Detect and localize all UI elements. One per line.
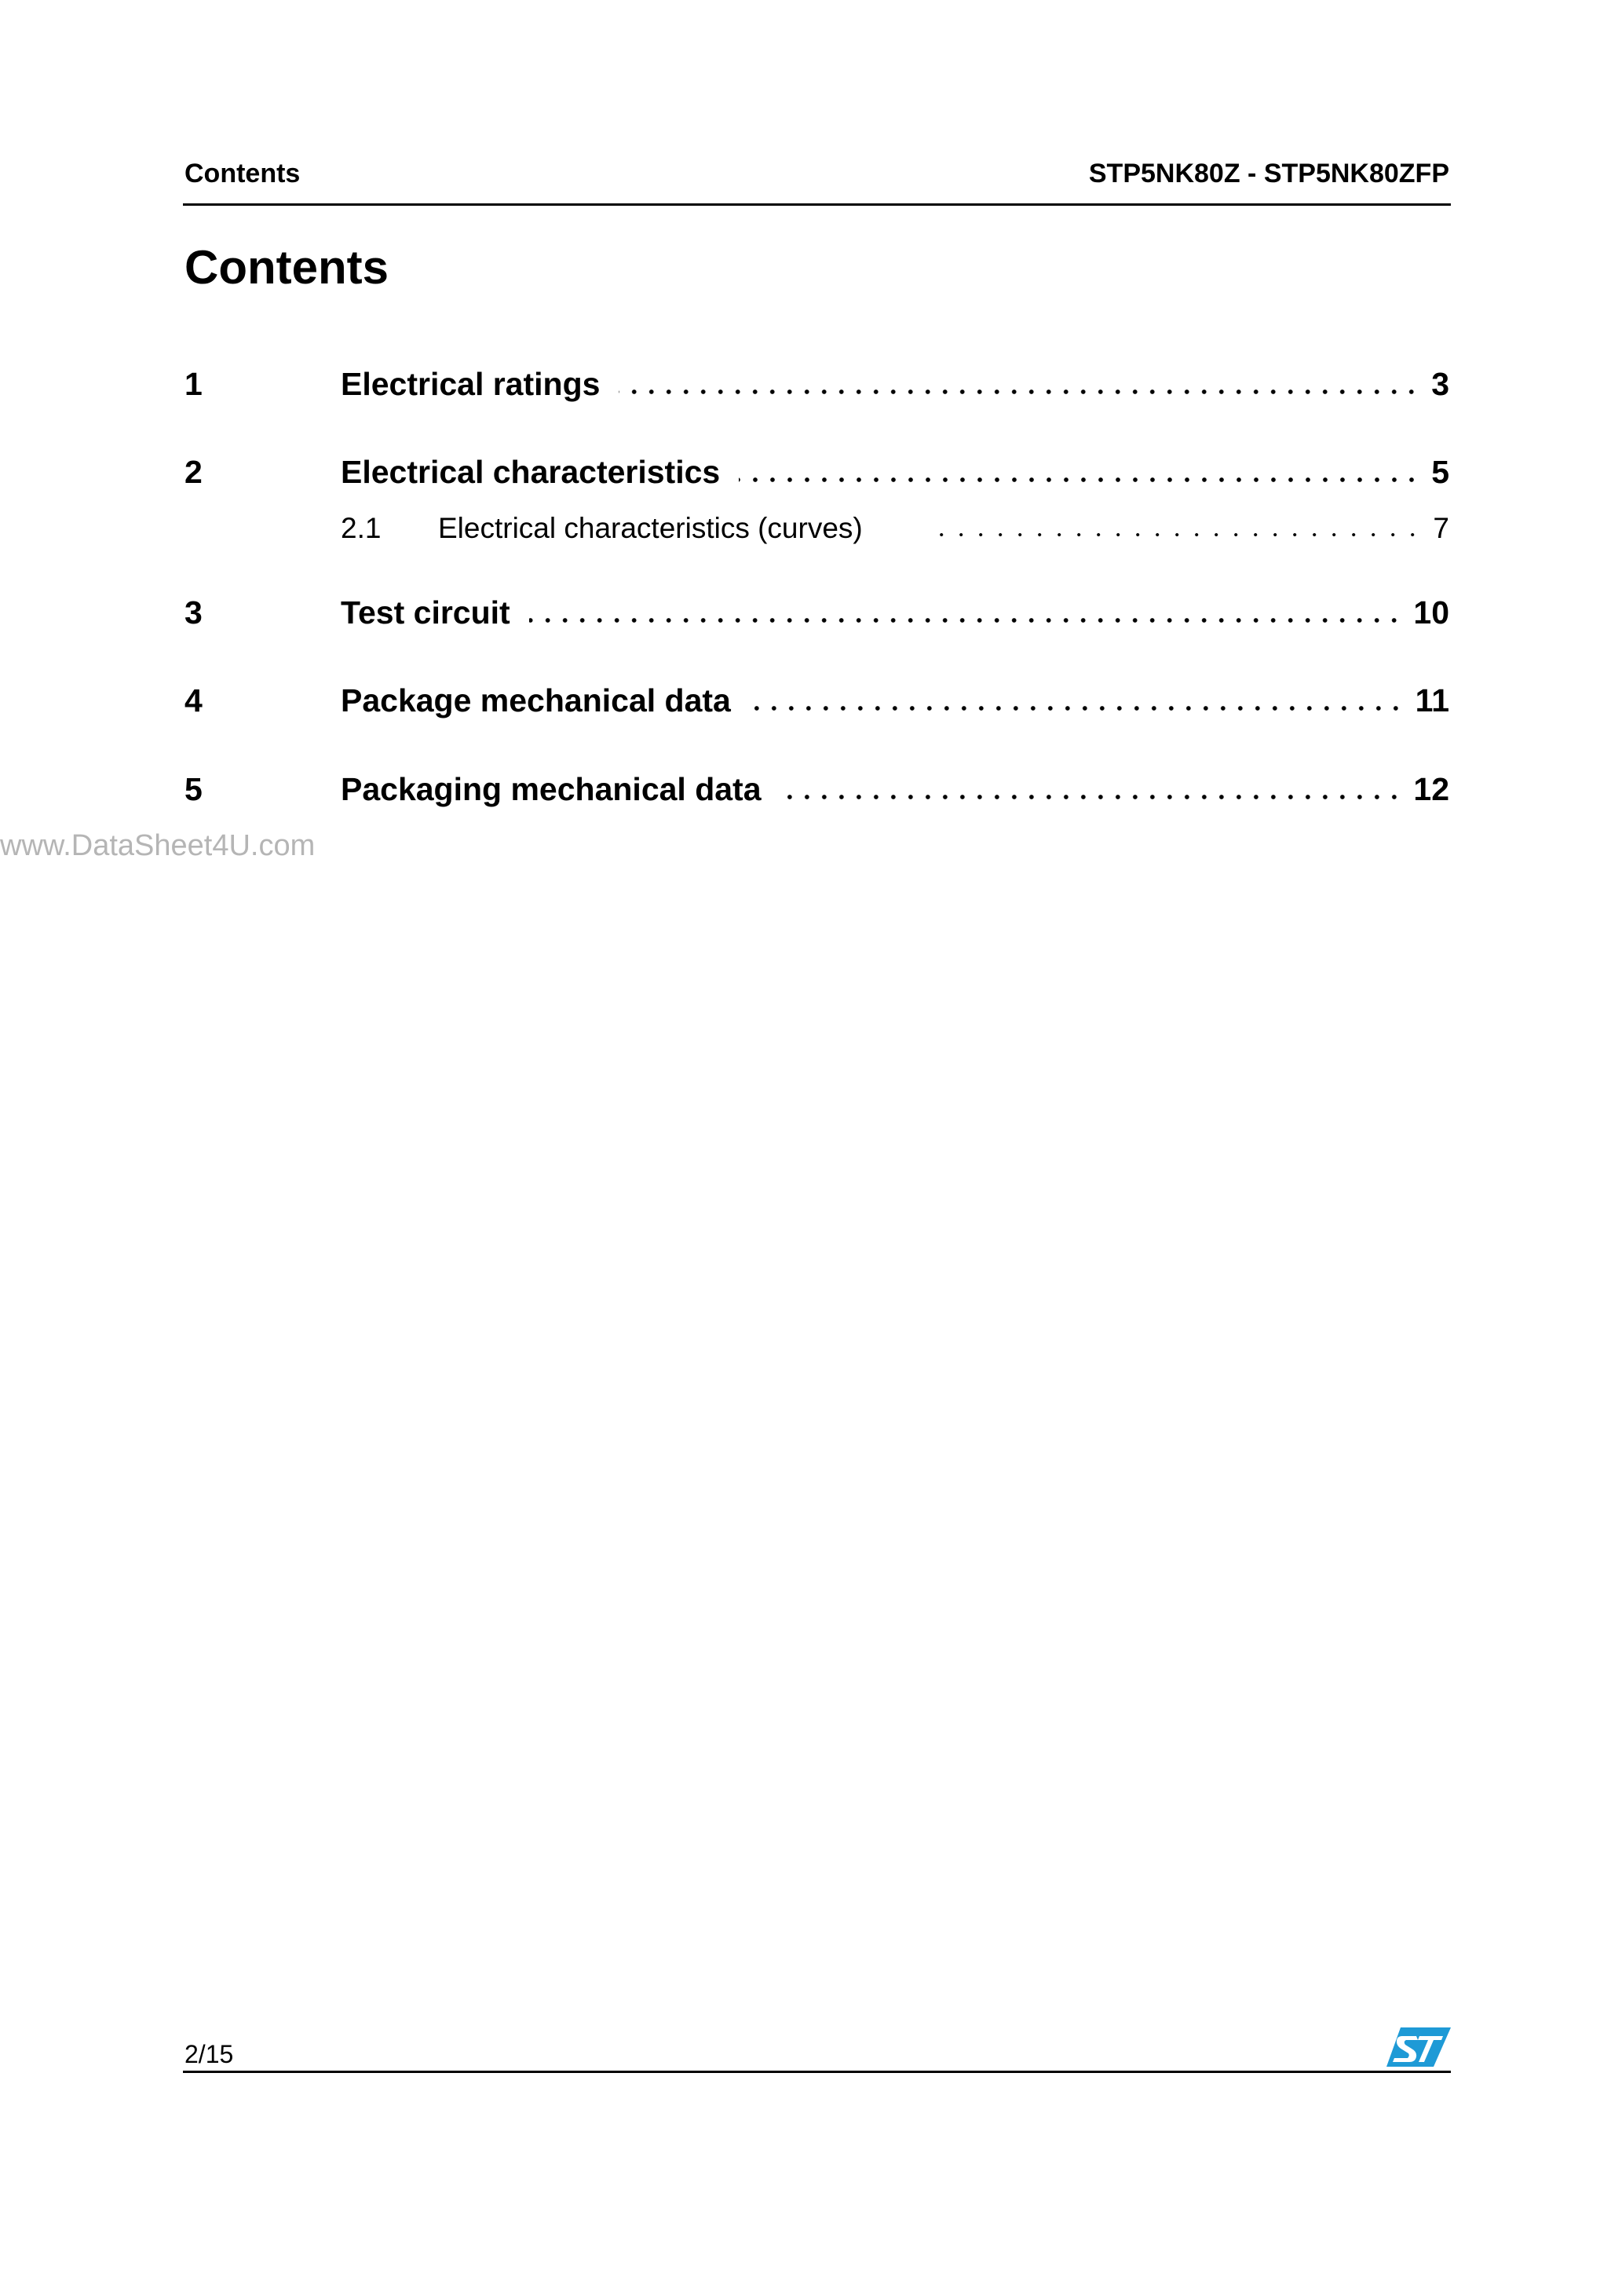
toc-number: 4 xyxy=(184,682,203,718)
toc-entry-1[interactable] xyxy=(184,366,1449,403)
footer-rule xyxy=(183,2071,1451,2073)
toc-entry-4[interactable] xyxy=(184,682,1449,719)
header-rule xyxy=(183,203,1451,206)
header-section-label: Contents xyxy=(184,159,301,188)
toc-number: 1 xyxy=(184,366,203,402)
toc-title[interactable]: Package mechanical data xyxy=(341,682,731,718)
toc-page[interactable]: 5 xyxy=(1431,454,1449,490)
toc-number: 2 xyxy=(184,454,203,490)
toc-page[interactable]: 3 xyxy=(1431,366,1449,402)
toc-title[interactable]: Packaging mechanical data xyxy=(341,771,762,807)
page-number: 2/15 xyxy=(184,2040,234,2068)
toc-entry-5[interactable] xyxy=(184,771,1449,808)
dot-leader xyxy=(750,705,1405,711)
header-part-number: STP5NK80Z - STP5NK80ZFP xyxy=(1088,159,1449,188)
dot-leader xyxy=(933,532,1423,538)
toc-title[interactable]: Electrical characteristics xyxy=(341,454,721,490)
toc-entry-2[interactable] xyxy=(184,454,1449,491)
st-logo-icon xyxy=(1383,2026,1451,2068)
toc-page[interactable]: 11 xyxy=(1415,682,1449,718)
toc-title[interactable]: Electrical ratings xyxy=(341,366,601,402)
page-title: Contents xyxy=(184,241,389,294)
toc-entry-3[interactable] xyxy=(184,594,1449,631)
watermark: www.DataSheet4U.com xyxy=(0,829,316,862)
dot-leader xyxy=(780,794,1403,800)
toc-page[interactable]: 7 xyxy=(1433,512,1449,544)
toc-page[interactable]: 10 xyxy=(1413,594,1449,631)
dot-leader xyxy=(619,389,1420,395)
toc-number: 2.1 xyxy=(341,512,382,544)
toc-title[interactable]: Electrical characteristics (curves) xyxy=(438,512,863,544)
toc-number: 5 xyxy=(184,771,203,807)
toc-title[interactable]: Test circuit xyxy=(341,594,510,631)
dot-leader xyxy=(529,617,1403,623)
toc-page[interactable]: 12 xyxy=(1413,771,1449,807)
toc-entry-2-1[interactable] xyxy=(341,512,1449,545)
toc-number: 3 xyxy=(184,594,203,631)
dot-leader xyxy=(739,477,1420,483)
